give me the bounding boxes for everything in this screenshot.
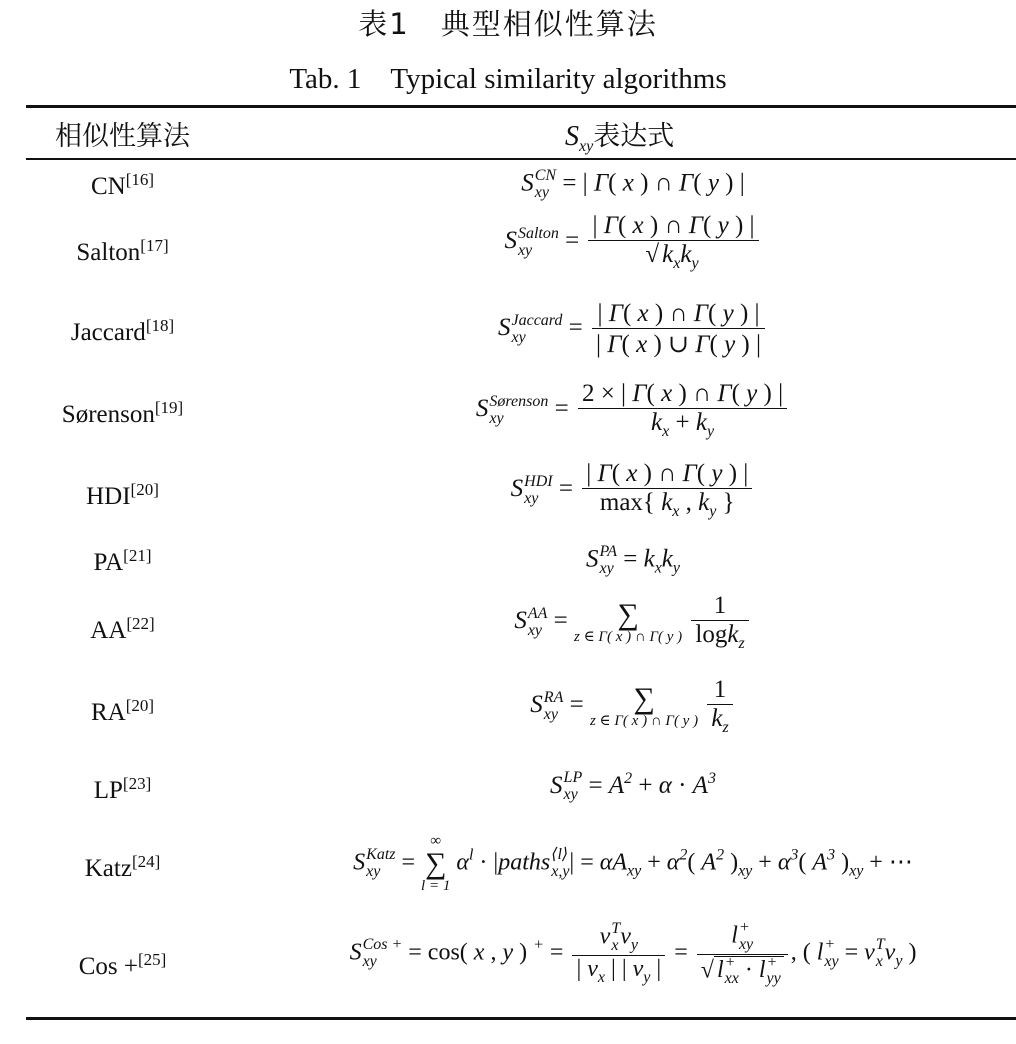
row-name-ra: RA[20] [90, 696, 155, 726]
row-name-lp: LP[23] [93, 774, 152, 804]
header-expression: $S_{xy}$表达式 [565, 121, 675, 155]
formula-katz: S Katz xy = ∞ ∑ l = 1 $\alpha^l$ · |paths ⟨l⟩ x,y | = $\alpha A_{xy} + \alpha^2$( $A^2$ )$_{xy} + \alpha^3$( $A^3$ )$_{xy}$ + ⋯ [353, 833, 913, 894]
row-name-hdi: HDI[20] [86, 480, 159, 510]
row-name-cos-plus: Cos +[25] [78, 950, 167, 980]
formula-sorenson: S Sørenson xy = $\frac{2 \times | \Gamma( x ) \cap \Gamma( y ) |}{k_x + k_y}$ [250, 380, 1016, 441]
row-name-jaccard: Jaccard[18] [70, 316, 175, 346]
table-caption-cn: 表1 典型相似性算法 [358, 7, 658, 41]
formula-lp: S LP xy = $A^2 + \alpha \cdot A^3$ [550, 769, 716, 804]
top-rule [26, 105, 1016, 108]
row-name-pa: PA[21] [93, 546, 152, 576]
formula-jaccard: S Jaccard xy = $\frac{| \Gamma( x ) \cap \Gamma( y ) |}{| \Gamma( x ) \cup \Gamma( y ) |}$ [250, 300, 1016, 359]
header-rule [26, 158, 1016, 160]
bottom-rule [26, 1017, 1016, 1020]
formula-cos-plus: S Cos + xy = cos( x , y ) + = v T x $v_y$ | $v_x$ | | $v_y$ | = l + xy √ l + xx · l + yy , ( l + xy = v T x $v_y$ ) [349, 919, 917, 988]
table-caption-en: Tab. 1 Typical similarity algorithms [289, 63, 727, 95]
formula-cn: S CN xy = | Γ( x ) ∩ Γ( y ) | [521, 167, 745, 201]
formula-ra: S RA xy = ∑ z ∈ Γ( x ) ∩ Γ( y ) $\frac{1}{k_z}$ [250, 676, 1016, 737]
formula-salton: S Salton xy = $\frac{| \Gamma( x ) \cap \Gamma( y ) |}{√ k_xk_y}$ [250, 212, 1016, 273]
row-name-cn: CN[16] [90, 170, 155, 200]
row-name-katz: Katz[24] [84, 852, 161, 882]
header-algorithm: 相似性算法 [55, 121, 190, 152]
formula-aa: S AA xy = ∑ z ∈ Γ( x ) ∩ Γ( y ) $\frac{1}{\log k_z}$ [250, 592, 1016, 653]
row-name-salton: Salton[17] [76, 236, 169, 266]
formula-pa: S PA xy = $k_xk_y$ [585, 543, 681, 577]
formula-hdi: S HDI xy = $\frac{| \Gamma( x ) \cap \Gamma( y ) |}{\max\{ k_x , k_y \}}$ [250, 460, 1016, 521]
row-name-sorenson: Sørenson[19] [61, 398, 184, 428]
row-name-aa: AA[22] [90, 614, 155, 644]
